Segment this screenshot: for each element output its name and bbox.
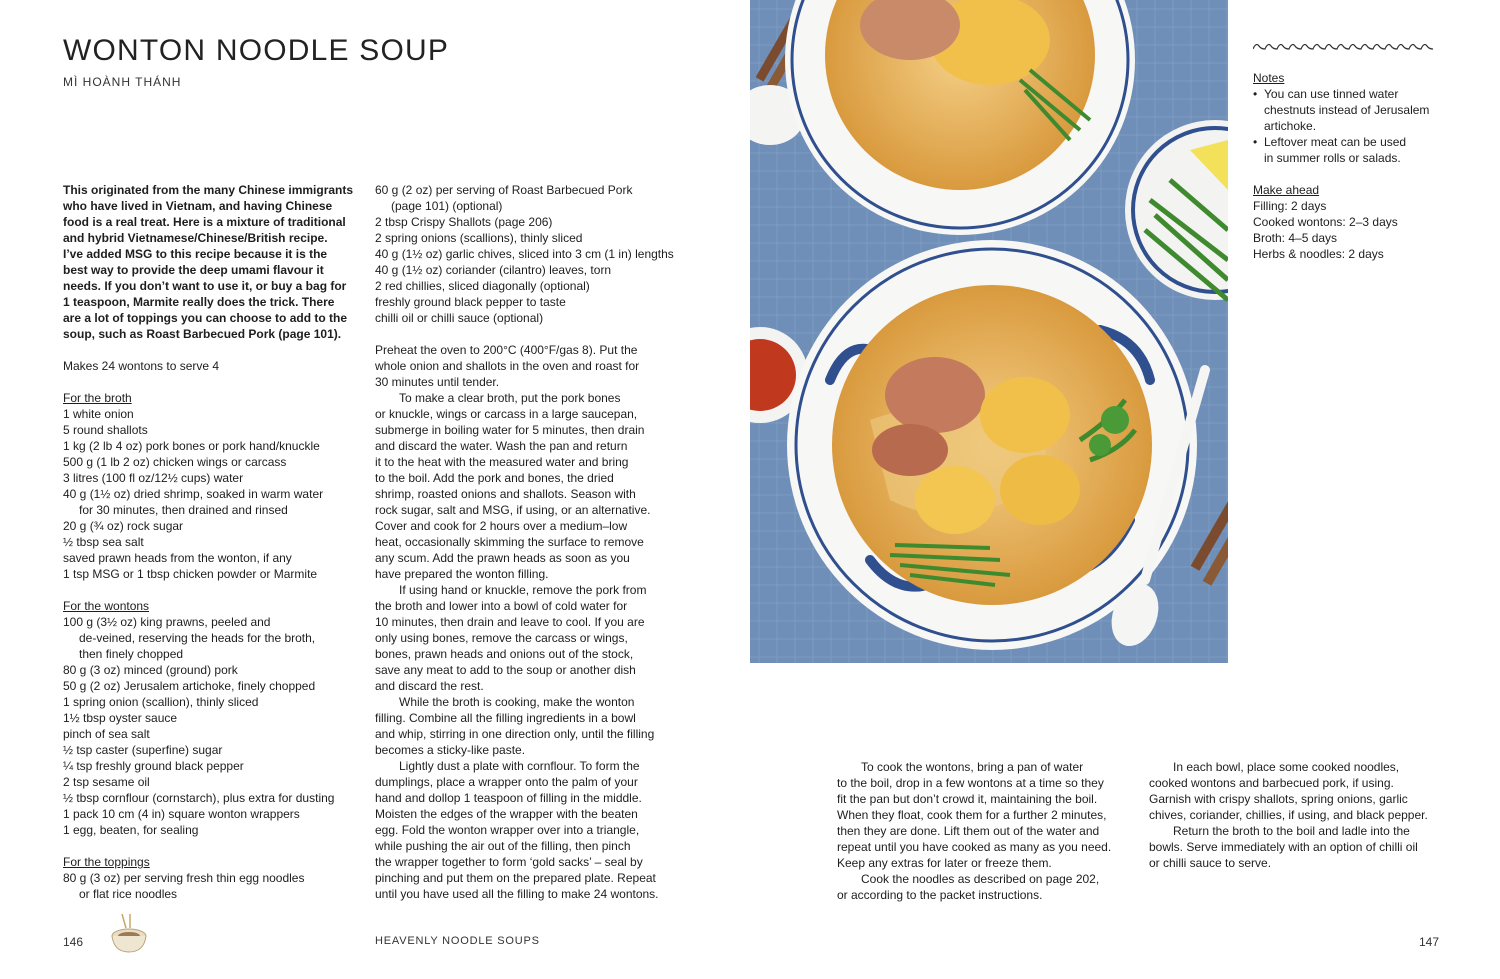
soup-photo-illustration: [750, 0, 1228, 663]
ingredient-line: 2 tsp sesame oil: [63, 775, 150, 789]
method-line: shrimp, roasted onions and shallots. Season with: [375, 487, 636, 501]
method-line: chives, coriander, chillies, if using, and black pepper.: [1149, 808, 1428, 822]
method-line: Moisten the edges of the wrapper with the beaten: [375, 807, 638, 821]
method-line: or according to the packet instructions.: [837, 888, 1043, 902]
wave-ornament-icon: [1253, 40, 1433, 54]
make-ahead-line: Herbs & noodles: 2 days: [1253, 247, 1384, 261]
ingredient-line: 1 kg (2 lb 4 oz) pork bones or pork hand/knuckle: [63, 439, 320, 453]
ingredient-line: 40 g (1½ oz) dried shrimp, soaked in warm water: [63, 487, 324, 501]
wontons-heading: For the wontons: [63, 599, 150, 613]
page-number-right: 147: [1419, 935, 1440, 949]
notes-list: [1253, 86, 1453, 166]
method-line: egg. Fold the wonton wrapper over into a triangle,: [375, 823, 640, 837]
method-line: to the boil, drop in a few wontons at a time so they: [837, 776, 1104, 790]
ingredient-line: 1 white onion: [63, 407, 134, 421]
method-line: Preheat the oven to 200°C (400°F/gas 8). Put the: [375, 343, 638, 357]
method-line: have prepared the wonton filling.: [375, 567, 549, 581]
method-line: bowls. Serve immediately with an option of chilli oil: [1149, 840, 1418, 854]
column-ingredients: [63, 182, 363, 902]
make-ahead-line: Filling: 2 days: [1253, 199, 1327, 213]
note-line: You can use tinned water: [1264, 87, 1399, 101]
notes-sidebar: [1253, 70, 1453, 262]
ingredient-line: 50 g (2 oz) Jerusalem artichoke, finely chopped: [63, 679, 316, 693]
note-line: Leftover meat can be used: [1264, 135, 1407, 149]
recipe-title: WONTON NOODLE SOUP: [63, 34, 450, 67]
method-line: 10 minutes, then drain and leave to cool. If you are: [375, 615, 645, 629]
ingredient-line: de-veined, reserving the heads for the broth,: [79, 631, 316, 645]
ingredient-line: ½ tbsp sea salt: [63, 535, 144, 549]
method-line: whole onion and shallots in the oven and roast for: [375, 359, 640, 373]
ingredient-line: 40 g (1½ oz) garlic chives, sliced into 3 cm (1 in) lengths: [375, 247, 674, 261]
toppings-ingredient-list-continued: [375, 182, 675, 326]
ingredient-line: 20 g (¾ oz) rock sugar: [63, 519, 184, 533]
toppings-ingredient-list: [63, 870, 363, 902]
ingredient-line: 80 g (3 oz) per serving fresh thin egg noodles: [63, 871, 305, 885]
soup-photo: [750, 0, 1228, 663]
ingredient-line: 60 g (2 oz) per serving of Roast Barbecued Pork: [375, 183, 633, 197]
ingredient-line: or flat rice noodles: [79, 887, 178, 901]
make-ahead-line: Cooked wontons: 2–3 days: [1253, 215, 1398, 229]
method-line: Return the broth to the boil and ladle into the: [1173, 824, 1410, 838]
method-line: while pushing the air out of the filling, then pinch: [375, 839, 631, 853]
method-line: any scum. Add the prawn heads as soon as you: [375, 551, 630, 565]
intro-line: food is a real treat. Here is a mixture of traditional: [63, 215, 346, 229]
method-line: fit the pan but don’t crowd it, maintaining the boil.: [837, 792, 1098, 806]
method-line: and whip, stirring in one direction only, until the filling: [375, 727, 655, 741]
intro-line: needs. If you don’t want to use it, or buy a bag for: [63, 279, 347, 293]
note-line: chestnuts instead of Jerusalem: [1264, 103, 1430, 117]
note-line: in summer rolls or salads.: [1264, 151, 1401, 165]
ingredient-line: saved prawn heads from the wonton, if any: [63, 551, 292, 565]
method-line: heat, occasionally skimming the surface to remove: [375, 535, 644, 549]
toppings-heading: For the toppings: [63, 855, 150, 869]
ingredient-line: 1 spring onion (scallion), thinly sliced: [63, 695, 259, 709]
note-line: artichoke.: [1264, 119, 1317, 133]
ingredient-line: 1½ tbsp oyster sauce: [63, 711, 178, 725]
intro-line: soup, such as Roast Barbecued Pork (page 101).: [63, 327, 342, 341]
method-line: submerge in boiling water for 5 minutes, then drain: [375, 423, 645, 437]
method-line: then they are done. Lift them out of the water and: [837, 824, 1100, 838]
method-line: Lightly dust a plate with cornflour. To form the: [399, 759, 640, 773]
column-method: [375, 182, 675, 902]
method-line: save any meat to add to the soup or another dish: [375, 663, 636, 677]
method-line: Cover and cook for 2 hours over a medium–low: [375, 519, 628, 533]
method-line: In each bowl, place some cooked noodles,: [1173, 760, 1400, 774]
method-line: pinching and put them on the prepared plate. Repeat: [375, 871, 656, 885]
ingredient-line: 2 spring onions (scallions), thinly sliced: [375, 231, 583, 245]
method-text-continued: [837, 759, 1127, 903]
method-line: To cook the wontons, bring a pan of water: [861, 760, 1084, 774]
make-ahead-line: Broth: 4–5 days: [1253, 231, 1338, 245]
ingredient-line: 5 round shallots: [63, 423, 148, 437]
ingredient-line: 100 g (3½ oz) king prawns, peeled and: [63, 615, 271, 629]
bullet-icon: •: [1253, 135, 1258, 149]
method-line: cooked wontons and barbecued pork, if using.: [1149, 776, 1394, 790]
method-line: To make a clear broth, put the pork bones: [399, 391, 621, 405]
intro-line: I’ve added MSG to this recipe because it is the: [63, 247, 328, 261]
method-line: While the broth is cooking, make the wonton: [399, 695, 635, 709]
ingredient-line: pinch of sea salt: [63, 727, 150, 741]
method-line: filling. Combine all the filling ingredients in a bowl: [375, 711, 636, 725]
intro-line: and hybrid Vietnamese/Chinese/British recipe.: [63, 231, 328, 245]
ingredient-line: 40 g (1½ oz) coriander (cilantro) leaves, torn: [375, 263, 612, 277]
method-line: until you have used all the filling to make 24 wontons.: [375, 887, 659, 901]
ingredient-line: 2 tbsp Crispy Shallots (page 206): [375, 215, 553, 229]
method-text: [375, 342, 675, 902]
method-line: Garnish with crispy shallots, spring onions, garlic: [1149, 792, 1408, 806]
intro-line: This originated from the many Chinese immigrants: [63, 183, 354, 197]
ingredient-line: 3 litres (100 fl oz/12½ cups) water: [63, 471, 244, 485]
ingredient-line: 1 egg, beaten, for sealing: [63, 823, 199, 837]
make-ahead-heading: Make ahead: [1253, 183, 1320, 197]
serving-text: [1149, 759, 1449, 871]
ingredient-line: chilli oil or chilli sauce (optional): [375, 311, 544, 325]
make-ahead-list: [1253, 198, 1453, 262]
ingredient-line: ½ tsp caster (superfine) sugar: [63, 743, 223, 757]
ingredient-line: ¼ tsp freshly ground black pepper: [63, 759, 244, 773]
intro-paragraph: [63, 182, 363, 342]
method-line: repeat until you have cooked as many as you need.: [837, 840, 1112, 854]
method-line: or chilli sauce to serve.: [1149, 856, 1272, 870]
method-line: the wrapper together to form ‘gold sacks’ – seal by: [375, 855, 643, 869]
ingredient-line: freshly ground black pepper to taste: [375, 295, 566, 309]
method-line: Cook the noodles as described on page 202,: [861, 872, 1100, 886]
method-line: and discard the water. Wash the pan and return: [375, 439, 628, 453]
wonton-ingredient-list: [63, 614, 363, 838]
recipe-subtitle: MÌ HOÀNH THÁNH: [63, 75, 182, 89]
intro-line: are a lot of toppings you can choose to add to the: [63, 311, 348, 325]
method-line: only using bones, remove the carcass or wings,: [375, 631, 628, 645]
bullet-icon: •: [1253, 87, 1258, 101]
ingredient-line: 1 tsp MSG or 1 tbsp chicken powder or Marmite: [63, 567, 318, 581]
intro-line: 1 teaspoon, Marmite really does the trick. There: [63, 295, 335, 309]
running-head: HEAVENLY NOODLE SOUPS: [375, 935, 540, 947]
ingredient-line: 80 g (3 oz) minced (ground) pork: [63, 663, 238, 677]
method-line: it to the heat with the measured water and bring: [375, 455, 629, 469]
notes-heading: Notes: [1253, 71, 1285, 85]
ingredient-line: ½ tbsp cornflour (cornstarch), plus extra for dusting: [63, 791, 335, 805]
noodle-bowl-icon: [108, 912, 150, 956]
method-line: Keep any extras for later or freeze them.: [837, 856, 1052, 870]
method-line: becomes a sticky-like paste.: [375, 743, 526, 757]
ingredient-line: 1 pack 10 cm (4 in) square wonton wrappers: [63, 807, 300, 821]
method-line: hand and dollop 1 teaspoon of filling in the middle.: [375, 791, 642, 805]
ingredient-line: 500 g (1 lb 2 oz) chicken wings or carcass: [63, 455, 287, 469]
ingredient-line: (page 101) (optional): [391, 199, 503, 213]
method-line: When they float, cook them for a further 2 minutes,: [837, 808, 1107, 822]
method-line: to the boil. Add the pork and bones, the dried: [375, 471, 614, 485]
broth-ingredient-list: [63, 406, 363, 582]
method-line: 30 minutes until tender.: [375, 375, 500, 389]
method-line: or knuckle, wings or carcass in a large saucepan,: [375, 407, 638, 421]
method-line: If using hand or knuckle, remove the pork from: [399, 583, 647, 597]
method-line: dumplings, place a wrapper onto the palm of your: [375, 775, 638, 789]
broth-heading: For the broth: [63, 391, 132, 405]
intro-line: best way to provide the deep umami flavour it: [63, 263, 324, 277]
note-item: [1253, 134, 1453, 166]
yield-text: Makes 24 wontons to serve 4: [63, 359, 220, 373]
method-line: bones, prawn heads and onions out of the stock,: [375, 647, 634, 661]
method-line: and discard the rest.: [375, 679, 484, 693]
note-item: [1253, 86, 1453, 134]
method-line: the broth and lower into a bowl of cold water for: [375, 599, 628, 613]
ingredient-line: then finely chopped: [79, 647, 184, 661]
intro-line: who have lived in Vietnam, and having Chinese: [63, 199, 333, 213]
ingredient-line: for 30 minutes, then drained and rinsed: [79, 503, 288, 517]
method-line: rock sugar, salt and MSG, if using, or an alternative.: [375, 503, 651, 517]
ingredient-line: 2 red chillies, sliced diagonally (optional): [375, 279, 590, 293]
page-number-left: 146: [63, 935, 84, 949]
